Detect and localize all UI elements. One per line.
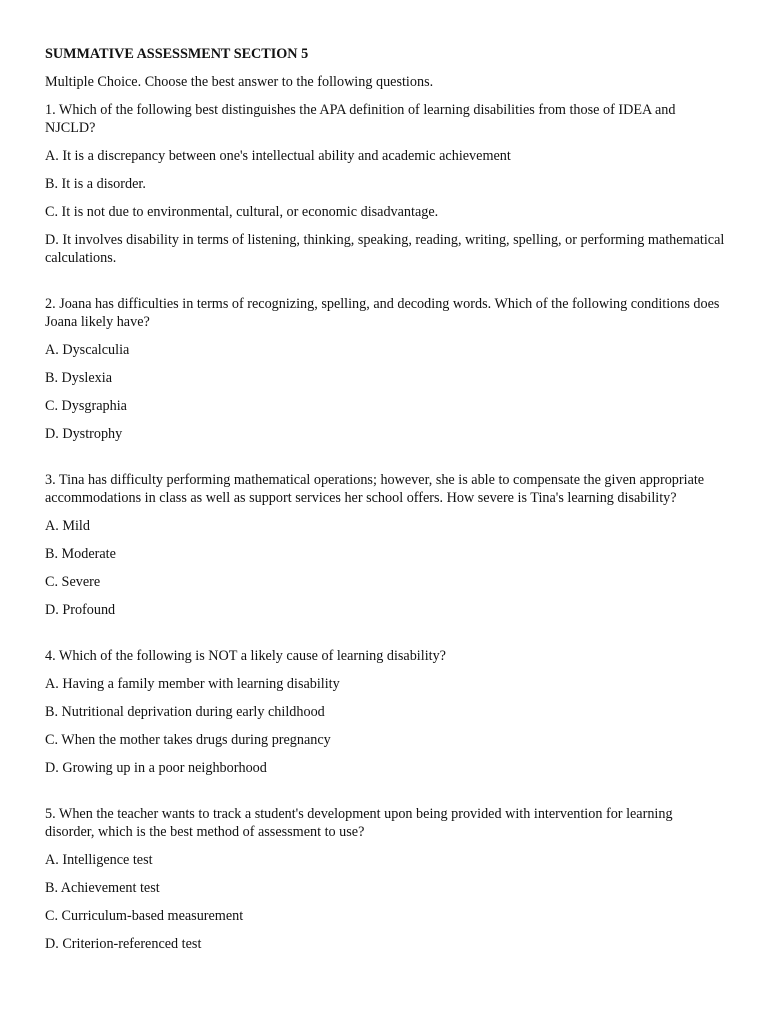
option-d: D. Profound (45, 602, 116, 618)
question-text: 5. When the teacher wants to track a student's development upon being provided with intervention for learning disorder, which is the best method of assessment to use? (45, 806, 673, 840)
question-text: 2. Joana has difficulties in terms of recognizing, spelling, and decoding words. Which of the following conditions does Joana likely have? (45, 296, 720, 330)
option-a: A. Intelligence test (45, 852, 153, 868)
option-d: D. Growing up in a poor neighborhood (45, 760, 267, 776)
option-a: A. Dyscalculia (45, 342, 130, 358)
option-a: A. Mild (45, 518, 90, 534)
option-c: C. It is not due to environmental, cultural, or economic disadvantage. (45, 204, 439, 220)
option-b: B. It is a disorder. (45, 176, 146, 192)
option-d: D. It involves disability in terms of listening, thinking, speaking, reading, writing, spelling, or performing mathematical calculations. (45, 232, 725, 266)
question-text: 4. Which of the following is NOT a likely cause of learning disability? (45, 648, 446, 664)
option-d: D. Dystrophy (45, 426, 123, 442)
option-c: C. Curriculum-based measurement (45, 908, 244, 924)
question-1 (45, 101, 725, 267)
instructions-text: Multiple Choice. Choose the best answer to the following questions. (45, 74, 434, 90)
document-page (45, 45, 725, 963)
option-c: C. When the mother takes drugs during pregnancy (45, 732, 331, 748)
option-b: B. Nutritional deprivation during early childhood (45, 704, 325, 720)
question-2 (45, 295, 725, 443)
option-c: C. Dysgraphia (45, 398, 127, 414)
option-a: A. Having a family member with learning disability (45, 676, 340, 692)
option-a: A. It is a discrepancy between one's intellectual ability and academic achievement (45, 148, 511, 164)
option-c: C. Severe (45, 574, 101, 590)
question-text: 3. Tina has difficulty performing mathematical operations; however, she is able to compensate the given appropriate accommodations in class as well as support services her school offers. How severe is Tina's learning disability? (45, 472, 705, 506)
question-text: 1. Which of the following best distinguishes the APA definition of learning disabilities from those of IDEA and NJCLD? (45, 102, 676, 136)
document-title: SUMMATIVE ASSESSMENT SECTION 5 (45, 46, 309, 62)
option-b: B. Moderate (45, 546, 116, 562)
question-5 (45, 805, 725, 953)
question-4 (45, 647, 725, 777)
option-d: D. Criterion-referenced test (45, 936, 202, 952)
option-b: B. Achievement test (45, 880, 160, 896)
option-b: B. Dyslexia (45, 370, 112, 386)
question-3 (45, 471, 725, 619)
